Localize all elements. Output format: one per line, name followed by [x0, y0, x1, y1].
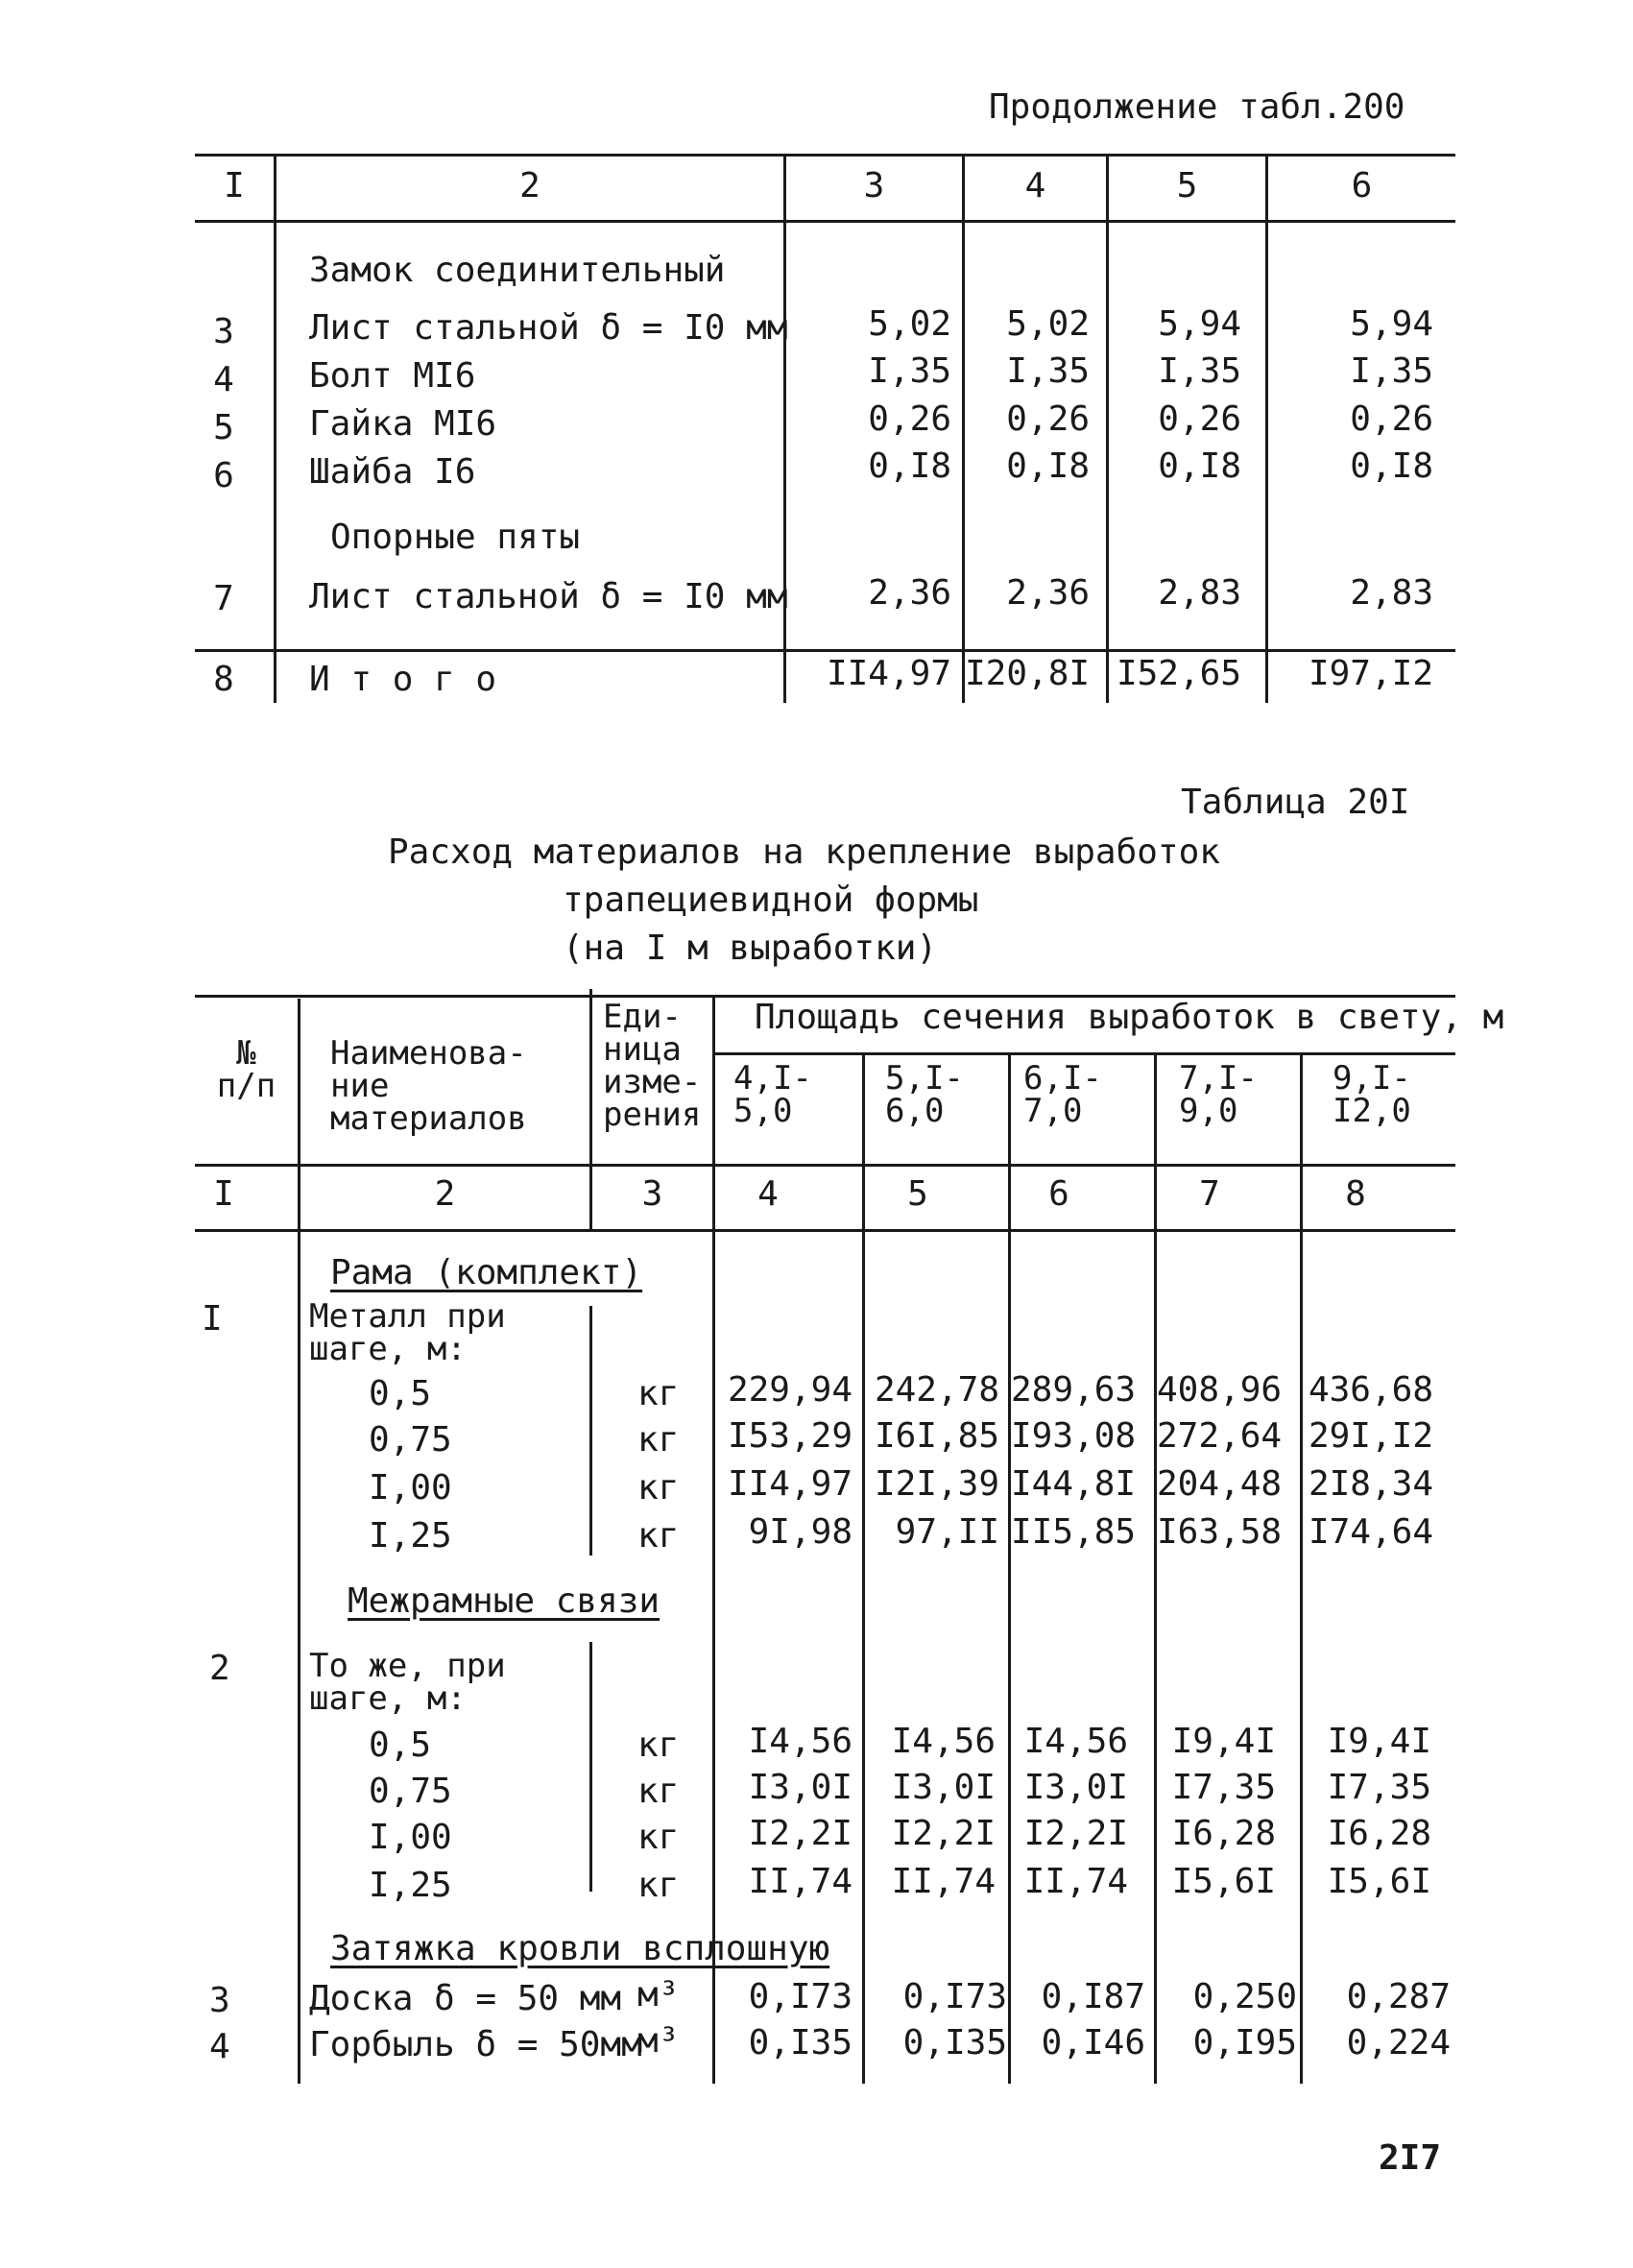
value-cell: I4,56	[891, 1722, 996, 1761]
material-name: Шайба I6	[309, 452, 476, 492]
header-section: 7,I- 9,0	[1179, 1059, 1258, 1130]
value-cell: I4,56	[1023, 1722, 1128, 1761]
table200-header-cell: I	[224, 166, 245, 205]
row-number: I	[202, 1299, 223, 1339]
section-heading: Межрамные связи	[348, 1581, 660, 1621]
value-cell: 0,224	[1346, 2023, 1451, 2063]
value-cell: I7,35	[1327, 1768, 1431, 1807]
column-number: 8	[1345, 1174, 1366, 1214]
value-cell: I2I,39	[874, 1464, 999, 1504]
value-cell: I4,56	[748, 1722, 853, 1761]
value-cell: I,35	[1350, 351, 1433, 391]
row-number: 2	[209, 1649, 230, 1688]
column-number: 3	[641, 1174, 663, 1214]
table201-col-divider	[589, 1306, 592, 1556]
value-cell: 0,I73	[902, 1977, 1007, 2016]
material-name: Доска δ = 50 мм	[309, 1979, 622, 2018]
unit-cell: кг	[637, 1818, 680, 1857]
row-number: 4	[209, 2027, 230, 2066]
table200-header-cell: 3	[863, 166, 885, 205]
step-value: I,00	[369, 1468, 452, 1508]
row-number: 3	[209, 1981, 230, 2020]
value-cell: 272,64	[1157, 1416, 1283, 1456]
value-cell: II,74	[891, 1862, 996, 1901]
value-cell: 0,I87	[1041, 1977, 1145, 2016]
value-cell: II,74	[1023, 1862, 1128, 1901]
row-number: 8	[213, 660, 234, 699]
value-cell: I44,8I	[1011, 1464, 1137, 1504]
value-cell: I7,35	[1171, 1768, 1276, 1807]
unit-cell: кг	[637, 1516, 680, 1556]
area-subheader-rule	[714, 1052, 1455, 1055]
value-cell: II,74	[748, 1862, 853, 1901]
value-cell: 0,I95	[1192, 2023, 1297, 2063]
value-cell: 5,02	[868, 304, 951, 344]
value-cell: 0,I35	[902, 2023, 1007, 2063]
unit-cell: м³	[637, 2021, 680, 2061]
row-number: 3	[213, 312, 234, 351]
row-number: 6	[213, 456, 234, 495]
column-number: I	[213, 1174, 234, 1214]
header-section: 5,I- 6,0	[885, 1059, 964, 1130]
total-value: I97,I2	[1308, 654, 1433, 693]
column-number: 2	[434, 1174, 456, 1214]
value-cell: 0,26	[1350, 399, 1433, 439]
value-cell: I63,58	[1157, 1512, 1283, 1552]
header-material-name: Наименова- ние материалов	[330, 1034, 527, 1138]
header-section: 6,I- 7,0	[1023, 1059, 1102, 1130]
value-cell: 2,83	[1350, 573, 1433, 613]
total-value: II4,97	[826, 654, 951, 693]
value-cell: 2,36	[1006, 573, 1090, 613]
value-cell: 5,94	[1350, 304, 1433, 344]
value-cell: 0,250	[1192, 1977, 1297, 2016]
table201-header-rule	[195, 1164, 1455, 1167]
value-cell: 97,II	[895, 1512, 999, 1552]
table200-col-divider	[274, 154, 276, 703]
value-cell: I2,2I	[748, 1814, 853, 1853]
column-number: 5	[907, 1174, 928, 1214]
value-cell: 0,287	[1346, 1977, 1451, 2016]
material-name: Лист стальной δ = I0 мм	[309, 577, 788, 616]
total-value: I20,8I	[965, 654, 1091, 693]
value-cell: I9,4I	[1171, 1722, 1276, 1761]
table-subtitle: (на I м выработки)	[563, 929, 938, 968]
step-value: 0,5	[369, 1725, 432, 1765]
column-number: 4	[757, 1174, 779, 1214]
column-number: 6	[1048, 1174, 1069, 1214]
value-cell: I74,64	[1308, 1512, 1433, 1552]
value-cell: 0,I35	[748, 2023, 853, 2063]
table200-header-cell: 4	[1024, 166, 1046, 205]
value-cell: I6I,85	[874, 1416, 999, 1456]
unit-cell: м³	[637, 1975, 680, 2015]
value-cell: 0,I8	[868, 446, 951, 486]
value-cell: 0,I8	[1006, 446, 1090, 486]
material-name: Болт МI6	[309, 356, 476, 396]
value-cell: 0,I8	[1350, 446, 1433, 486]
table200-header-cell: 5	[1176, 166, 1198, 205]
value-cell: I3,0I	[1023, 1768, 1128, 1807]
table-label: Таблица 20I	[1181, 783, 1410, 822]
value-cell: 289,63	[1011, 1370, 1137, 1410]
header-area: Площадь сечения выработок в свету, м	[755, 998, 1504, 1037]
step-value: 0,5	[369, 1374, 432, 1413]
value-cell: 229,94	[727, 1370, 853, 1410]
value-cell: 436,68	[1308, 1370, 1433, 1410]
step-value: I,00	[369, 1818, 452, 1857]
step-value: 0,75	[369, 1772, 452, 1811]
value-cell: I6,28	[1327, 1814, 1431, 1853]
material-name: Гайка МI6	[309, 404, 497, 444]
value-cell: 2,83	[1158, 573, 1241, 613]
value-cell: 2,36	[868, 573, 951, 613]
value-cell: 2I8,34	[1308, 1464, 1433, 1504]
table200-header-cell: 6	[1351, 166, 1373, 205]
unit-cell: кг	[637, 1420, 680, 1460]
table200-header-cell: 2	[519, 166, 540, 205]
step-value: I,25	[369, 1866, 452, 1905]
value-cell: 0,26	[1158, 399, 1241, 439]
group-heading: Опорные пяты	[330, 518, 581, 557]
value-cell: I2,2I	[891, 1814, 996, 1853]
value-cell: 204,48	[1157, 1464, 1283, 1504]
unit-cell: кг	[637, 1725, 680, 1765]
value-cell: I,35	[868, 351, 951, 391]
material-name: Металл при шаге, м:	[309, 1297, 506, 1368]
value-cell: I3,0I	[891, 1768, 996, 1807]
value-cell: I5,6I	[1171, 1862, 1276, 1901]
page-number: 2I7	[1379, 2138, 1442, 2178]
value-cell: I2,2I	[1023, 1814, 1128, 1853]
header-unit: Еди- ница изме- рения	[603, 998, 702, 1134]
unit-cell: кг	[637, 1374, 680, 1413]
value-cell: II5,85	[1011, 1512, 1137, 1552]
section-heading: Затяжка кровли всплошную	[330, 1929, 830, 1968]
unit-cell: кг	[637, 1468, 680, 1508]
value-cell: 242,78	[874, 1370, 999, 1410]
continuation-caption: Продолжение табл.200	[989, 87, 1405, 127]
header-section: 9,I- I2,0	[1333, 1059, 1411, 1130]
value-cell: I9,4I	[1327, 1722, 1431, 1761]
value-cell: 5,94	[1158, 304, 1241, 344]
material-name: Лист стальной δ = I0 мм	[309, 308, 788, 348]
table-title: Расход материалов на крепление выработок	[388, 832, 1220, 872]
table201-colnum-rule	[195, 1229, 1455, 1232]
value-cell: 0,26	[868, 399, 951, 439]
material-name: То же, при шаге, м:	[309, 1647, 506, 1718]
row-number: 7	[213, 579, 234, 618]
value-cell: I6,28	[1171, 1814, 1276, 1853]
value-cell: I,35	[1006, 351, 1090, 391]
column-number: 7	[1199, 1174, 1220, 1214]
value-cell: 5,02	[1006, 304, 1090, 344]
unit-cell: кг	[637, 1866, 680, 1905]
value-cell: I,35	[1158, 351, 1241, 391]
table201-col-divider	[298, 999, 300, 2084]
header-number: № п/п	[216, 1034, 276, 1105]
step-value: I,25	[369, 1516, 452, 1556]
total-label: И т о г о	[309, 660, 497, 699]
value-cell: 0,I8	[1158, 446, 1241, 486]
table-subtitle: трапециевидной формы	[563, 881, 979, 920]
value-cell: I5,6I	[1327, 1862, 1431, 1901]
section-heading: Рама (комплект)	[330, 1253, 643, 1292]
value-cell: 0,26	[1006, 399, 1090, 439]
value-cell: 0,I73	[748, 1977, 853, 2016]
material-name: Горбыль δ = 50мм	[309, 2025, 642, 2064]
table201-col-divider	[589, 1642, 592, 1892]
row-number: 5	[213, 408, 234, 447]
step-value: 0,75	[369, 1420, 452, 1460]
value-cell: 408,96	[1157, 1370, 1283, 1410]
group-heading: Замок соединительный	[309, 251, 726, 290]
value-cell: 9I,98	[748, 1512, 853, 1552]
value-cell: 29I,I2	[1308, 1416, 1433, 1456]
header-section: 4,I- 5,0	[733, 1059, 812, 1130]
unit-cell: кг	[637, 1772, 680, 1811]
value-cell: 0,I46	[1041, 2023, 1145, 2063]
row-number: 4	[213, 360, 234, 399]
total-value: I52,65	[1116, 654, 1241, 693]
value-cell: I93,08	[1011, 1416, 1137, 1456]
value-cell: I3,0I	[748, 1768, 853, 1807]
value-cell: II4,97	[727, 1464, 853, 1504]
value-cell: I53,29	[727, 1416, 853, 1456]
